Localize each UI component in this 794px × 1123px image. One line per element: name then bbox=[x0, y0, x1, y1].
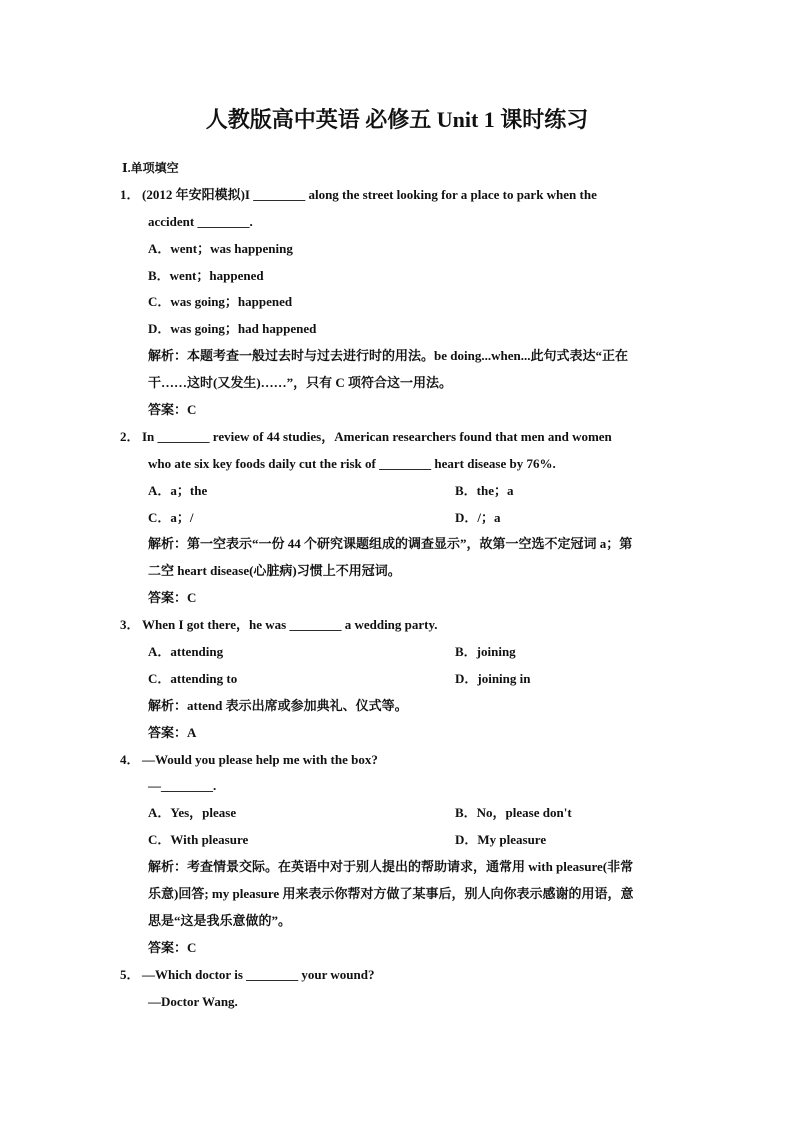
question-text: —Would you please help me with the box? bbox=[142, 751, 378, 767]
option-c: C．was going；happened bbox=[148, 294, 293, 310]
document-title: 人教版高中英语 必修五 Unit 1 课时练习 bbox=[205, 107, 589, 132]
analysis-text: 解析：本题考查一般过去时与过去进行时的用法。be doing...when...此句式表达“正在 bbox=[148, 348, 628, 364]
section-heading: Ⅰ.单项填空 bbox=[122, 161, 179, 175]
answer-text: 答案：A bbox=[148, 724, 197, 740]
option-row bbox=[0, 505, 794, 532]
analysis-text: 思是“这是我乐意做的”。 bbox=[148, 912, 292, 928]
option-a: A．Yes，please bbox=[148, 805, 237, 821]
option-row bbox=[0, 666, 794, 693]
analysis-text: 乐意)回答; my pleasure 用来表示你帮对方做了某事后，别人向你表示感谢的用语，意 bbox=[148, 886, 634, 902]
question-4 bbox=[0, 747, 794, 774]
analysis-text: 解析：考查情景交际。在英语中对于别人提出的帮助请求，通常用 with pleasure(非常 bbox=[148, 859, 634, 875]
question-text-continued: —Doctor Wang. bbox=[148, 993, 238, 1009]
question-text: (2012 年安阳模拟)I ________ along the street looking for a place to park when the bbox=[142, 186, 597, 202]
question-text: When I got there，he was ________ a wedding party. bbox=[142, 617, 438, 633]
option-row bbox=[0, 827, 794, 854]
answer-text: 答案：C bbox=[148, 402, 197, 418]
question-number: 3． bbox=[120, 617, 140, 633]
option-a: A．went；was happening bbox=[148, 240, 293, 256]
question-number: 2． bbox=[120, 428, 140, 444]
question-2 bbox=[0, 424, 794, 451]
option-a: A．a；the bbox=[148, 482, 208, 498]
option-d: D．was going；had happened bbox=[148, 321, 317, 337]
option-a: A．attending bbox=[148, 644, 224, 660]
option-b: B．went；happened bbox=[148, 267, 264, 283]
question-text-continued: —________. bbox=[148, 778, 217, 794]
option-b: B．joining bbox=[455, 644, 516, 660]
option-b: B．the；a bbox=[455, 482, 514, 498]
option-d: D．joining in bbox=[455, 670, 531, 686]
answer-text: 答案：C bbox=[148, 590, 197, 606]
question-number: 4． bbox=[120, 751, 140, 767]
question-number: 5． bbox=[120, 966, 140, 982]
option-d: D．/；a bbox=[455, 509, 501, 525]
option-row bbox=[0, 639, 794, 666]
question-text-continued: accident ________. bbox=[148, 213, 253, 229]
question-text-continued: who ate six key foods daily cut the risk of ________ heart disease by 76%. bbox=[148, 455, 556, 471]
option-c: C．attending to bbox=[148, 670, 238, 686]
question-list bbox=[0, 155, 794, 1016]
option-b: B．No，please don't bbox=[455, 805, 572, 821]
question-5 bbox=[0, 962, 794, 989]
option-row bbox=[0, 478, 794, 505]
question-text: —Which doctor is ________ your wound? bbox=[142, 966, 375, 982]
analysis-text: 二空 heart disease(心脏病)习惯上不用冠词。 bbox=[148, 563, 401, 579]
analysis-text: 解析：第一空表示“一份 44 个研究课题组成的调查显示”，故第一空选不定冠词 a；第 bbox=[148, 536, 633, 552]
option-c: C．With pleasure bbox=[148, 832, 249, 848]
question-1 bbox=[0, 182, 794, 209]
analysis-text: 解析：attend 表示出席或参加典礼、仪式等。 bbox=[148, 697, 408, 713]
question-3 bbox=[0, 612, 794, 639]
option-d: D．My pleasure bbox=[455, 832, 547, 848]
option-row bbox=[0, 800, 794, 827]
analysis-text: 干……这时(又发生)……”，只有 C 项符合这一用法。 bbox=[148, 375, 453, 391]
option-c: C．a；/ bbox=[148, 509, 194, 525]
question-text: In ________ review of 44 studies，American researchers found that men and women bbox=[142, 428, 612, 444]
question-number: 1． bbox=[120, 186, 140, 202]
answer-text: 答案：C bbox=[148, 939, 197, 955]
